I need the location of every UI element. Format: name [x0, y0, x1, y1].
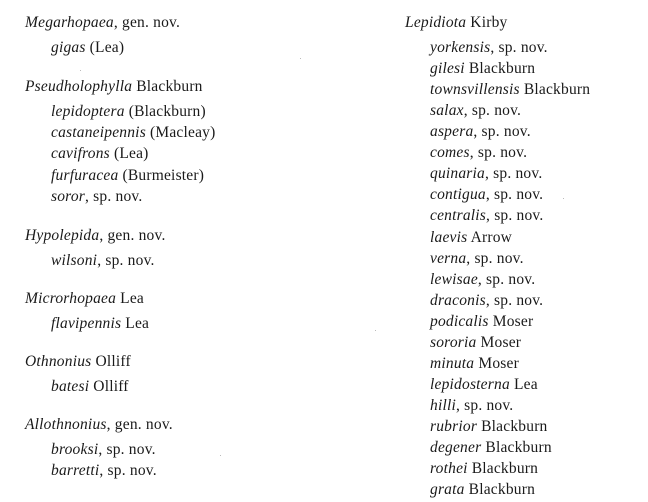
species-name: furfuracea: [51, 167, 119, 184]
species-author: , sp. nov.: [98, 441, 156, 458]
species-entry: [430, 206, 543, 226]
species-author: , sp. nov.: [99, 462, 157, 479]
genus-heading: [25, 77, 203, 97]
species-author: Moser: [488, 313, 534, 330]
species-name: sororia: [430, 334, 477, 351]
species-author: (Macleay): [145, 124, 216, 141]
species-entry: [51, 166, 204, 186]
species-entry: [430, 312, 533, 332]
species-author: , sp. nov.: [485, 186, 544, 203]
genus-name: Othnonius: [25, 353, 92, 370]
species-entry: [430, 417, 548, 437]
species-author: , sp. nov.: [485, 292, 544, 309]
species-entry: [430, 164, 542, 184]
species-author: Blackburn: [519, 81, 591, 98]
species-name: gigas: [51, 39, 86, 56]
species-name: comes: [430, 144, 470, 161]
species-entry: [430, 333, 521, 353]
species-name: yorkensis: [430, 39, 491, 56]
species-author: Blackburn: [467, 460, 539, 477]
species-author: , sp. nov.: [469, 144, 528, 161]
species-name: verna: [430, 250, 467, 267]
scan-speck: [375, 330, 376, 331]
species-name: castaneipennis: [51, 124, 146, 141]
genus-heading: [25, 226, 166, 246]
genus-author: , gen. nov.: [106, 416, 173, 433]
species-name: degener: [430, 439, 482, 456]
species-entry: [51, 187, 142, 207]
species-name: salax: [430, 102, 464, 119]
species-entry: [430, 143, 527, 163]
species-author: Lea: [121, 315, 150, 332]
genus-heading: [25, 415, 173, 435]
species-name: podicalis: [430, 313, 489, 330]
species-author: Blackburn: [481, 439, 552, 456]
species-entry: [51, 251, 155, 271]
species-name: lewisae: [430, 271, 478, 288]
genus-heading: [25, 352, 131, 372]
species-name: minuta: [430, 355, 475, 372]
species-author: , sp. nov.: [463, 102, 522, 119]
species-name: rothei: [430, 460, 468, 477]
species-author: (Burmeister): [118, 167, 205, 184]
species-author: (Lea): [109, 145, 149, 162]
species-entry: [430, 438, 552, 458]
genus-heading: [405, 13, 507, 33]
species-author: , sp. nov.: [486, 207, 544, 224]
species-name: flavipennis: [51, 315, 122, 332]
species-entry: [51, 123, 216, 143]
species-entry: [51, 377, 129, 397]
species-name: laevis: [430, 229, 468, 246]
species-name: grata: [430, 481, 465, 498]
species-author: Moser: [474, 355, 519, 372]
species-name: townsvillensis: [430, 81, 520, 98]
species-name: lepidosterna: [430, 376, 510, 393]
scan-speck: [220, 455, 221, 456]
species-name: soror: [51, 188, 86, 205]
species-name: hilli: [430, 397, 456, 414]
scan-speck: [563, 198, 564, 199]
genus-author: Blackburn: [132, 78, 203, 95]
species-author: Blackburn: [477, 418, 548, 435]
species-author: , sp. nov.: [473, 123, 531, 140]
species-author: , sp. nov.: [485, 165, 543, 182]
species-entry: [430, 185, 543, 205]
scan-speck: [80, 70, 81, 71]
species-entry: [430, 38, 548, 58]
genus-author: Kirby: [466, 14, 508, 31]
species-name: gilesi: [430, 60, 465, 77]
species-entry: [51, 102, 206, 122]
species-author: , sp. nov.: [85, 188, 143, 205]
species-entry: [430, 270, 535, 290]
species-entry: [51, 440, 156, 460]
species-author: , sp. nov.: [490, 39, 548, 56]
species-author: Blackburn: [464, 481, 536, 498]
species-name: lepidoptera: [51, 103, 125, 120]
species-author: , sp. nov.: [97, 252, 155, 269]
species-name: brooksi: [51, 441, 99, 458]
species-author: Olliff: [89, 378, 129, 395]
species-author: (Lea): [85, 39, 125, 56]
genus-author: , gen. nov.: [99, 227, 166, 244]
genus-author: Olliff: [91, 353, 131, 370]
species-entry: [51, 144, 149, 164]
species-entry: [430, 459, 538, 479]
genus-heading: [25, 289, 144, 309]
species-author: Arrow: [467, 229, 513, 246]
species-entry: [430, 59, 535, 79]
species-name: rubrior: [430, 418, 478, 435]
species-author: Moser: [476, 334, 522, 351]
species-name: cavifrons: [51, 145, 110, 162]
species-name: quinaria: [430, 165, 485, 182]
species-entry: [51, 461, 157, 481]
scan-speck: [300, 58, 301, 59]
species-author: Lea: [509, 376, 538, 393]
genus-author: , gen. nov.: [113, 14, 181, 31]
species-name: aspera: [430, 123, 474, 140]
genus-name: Hypolepida: [25, 227, 100, 244]
species-author: , sp. nov.: [477, 271, 536, 288]
genus-author: Lea: [116, 290, 144, 307]
species-name: batesi: [51, 378, 90, 395]
species-entry: [430, 291, 543, 311]
genus-name: Lepidiota: [405, 14, 467, 31]
species-entry: [430, 249, 524, 269]
genus-heading: [25, 13, 180, 33]
species-entry: [430, 396, 513, 416]
species-entry: [430, 80, 590, 100]
species-author: Blackburn: [464, 60, 536, 77]
species-entry: [430, 375, 538, 395]
species-name: barretti: [51, 462, 100, 479]
genus-name: Microrhopaea: [25, 290, 117, 307]
species-author: (Blackburn): [124, 103, 206, 120]
species-entry: [430, 122, 531, 142]
genus-name: Megarhopaea: [25, 14, 114, 31]
species-entry: [430, 480, 535, 500]
genus-name: Allothnonius: [25, 416, 107, 433]
genus-name: Pseudholophylla: [25, 78, 133, 95]
species-name: contigua: [430, 186, 486, 203]
species-entry: [51, 314, 149, 334]
species-author: , sp. nov.: [466, 250, 524, 267]
species-entry: [430, 354, 519, 374]
species-entry: [51, 38, 124, 58]
species-entry: [430, 228, 512, 248]
species-name: wilsoni: [51, 252, 98, 269]
species-entry: [430, 101, 521, 121]
species-name: draconis: [430, 292, 486, 309]
species-author: , sp. nov.: [455, 397, 514, 414]
species-name: centralis: [430, 207, 487, 224]
